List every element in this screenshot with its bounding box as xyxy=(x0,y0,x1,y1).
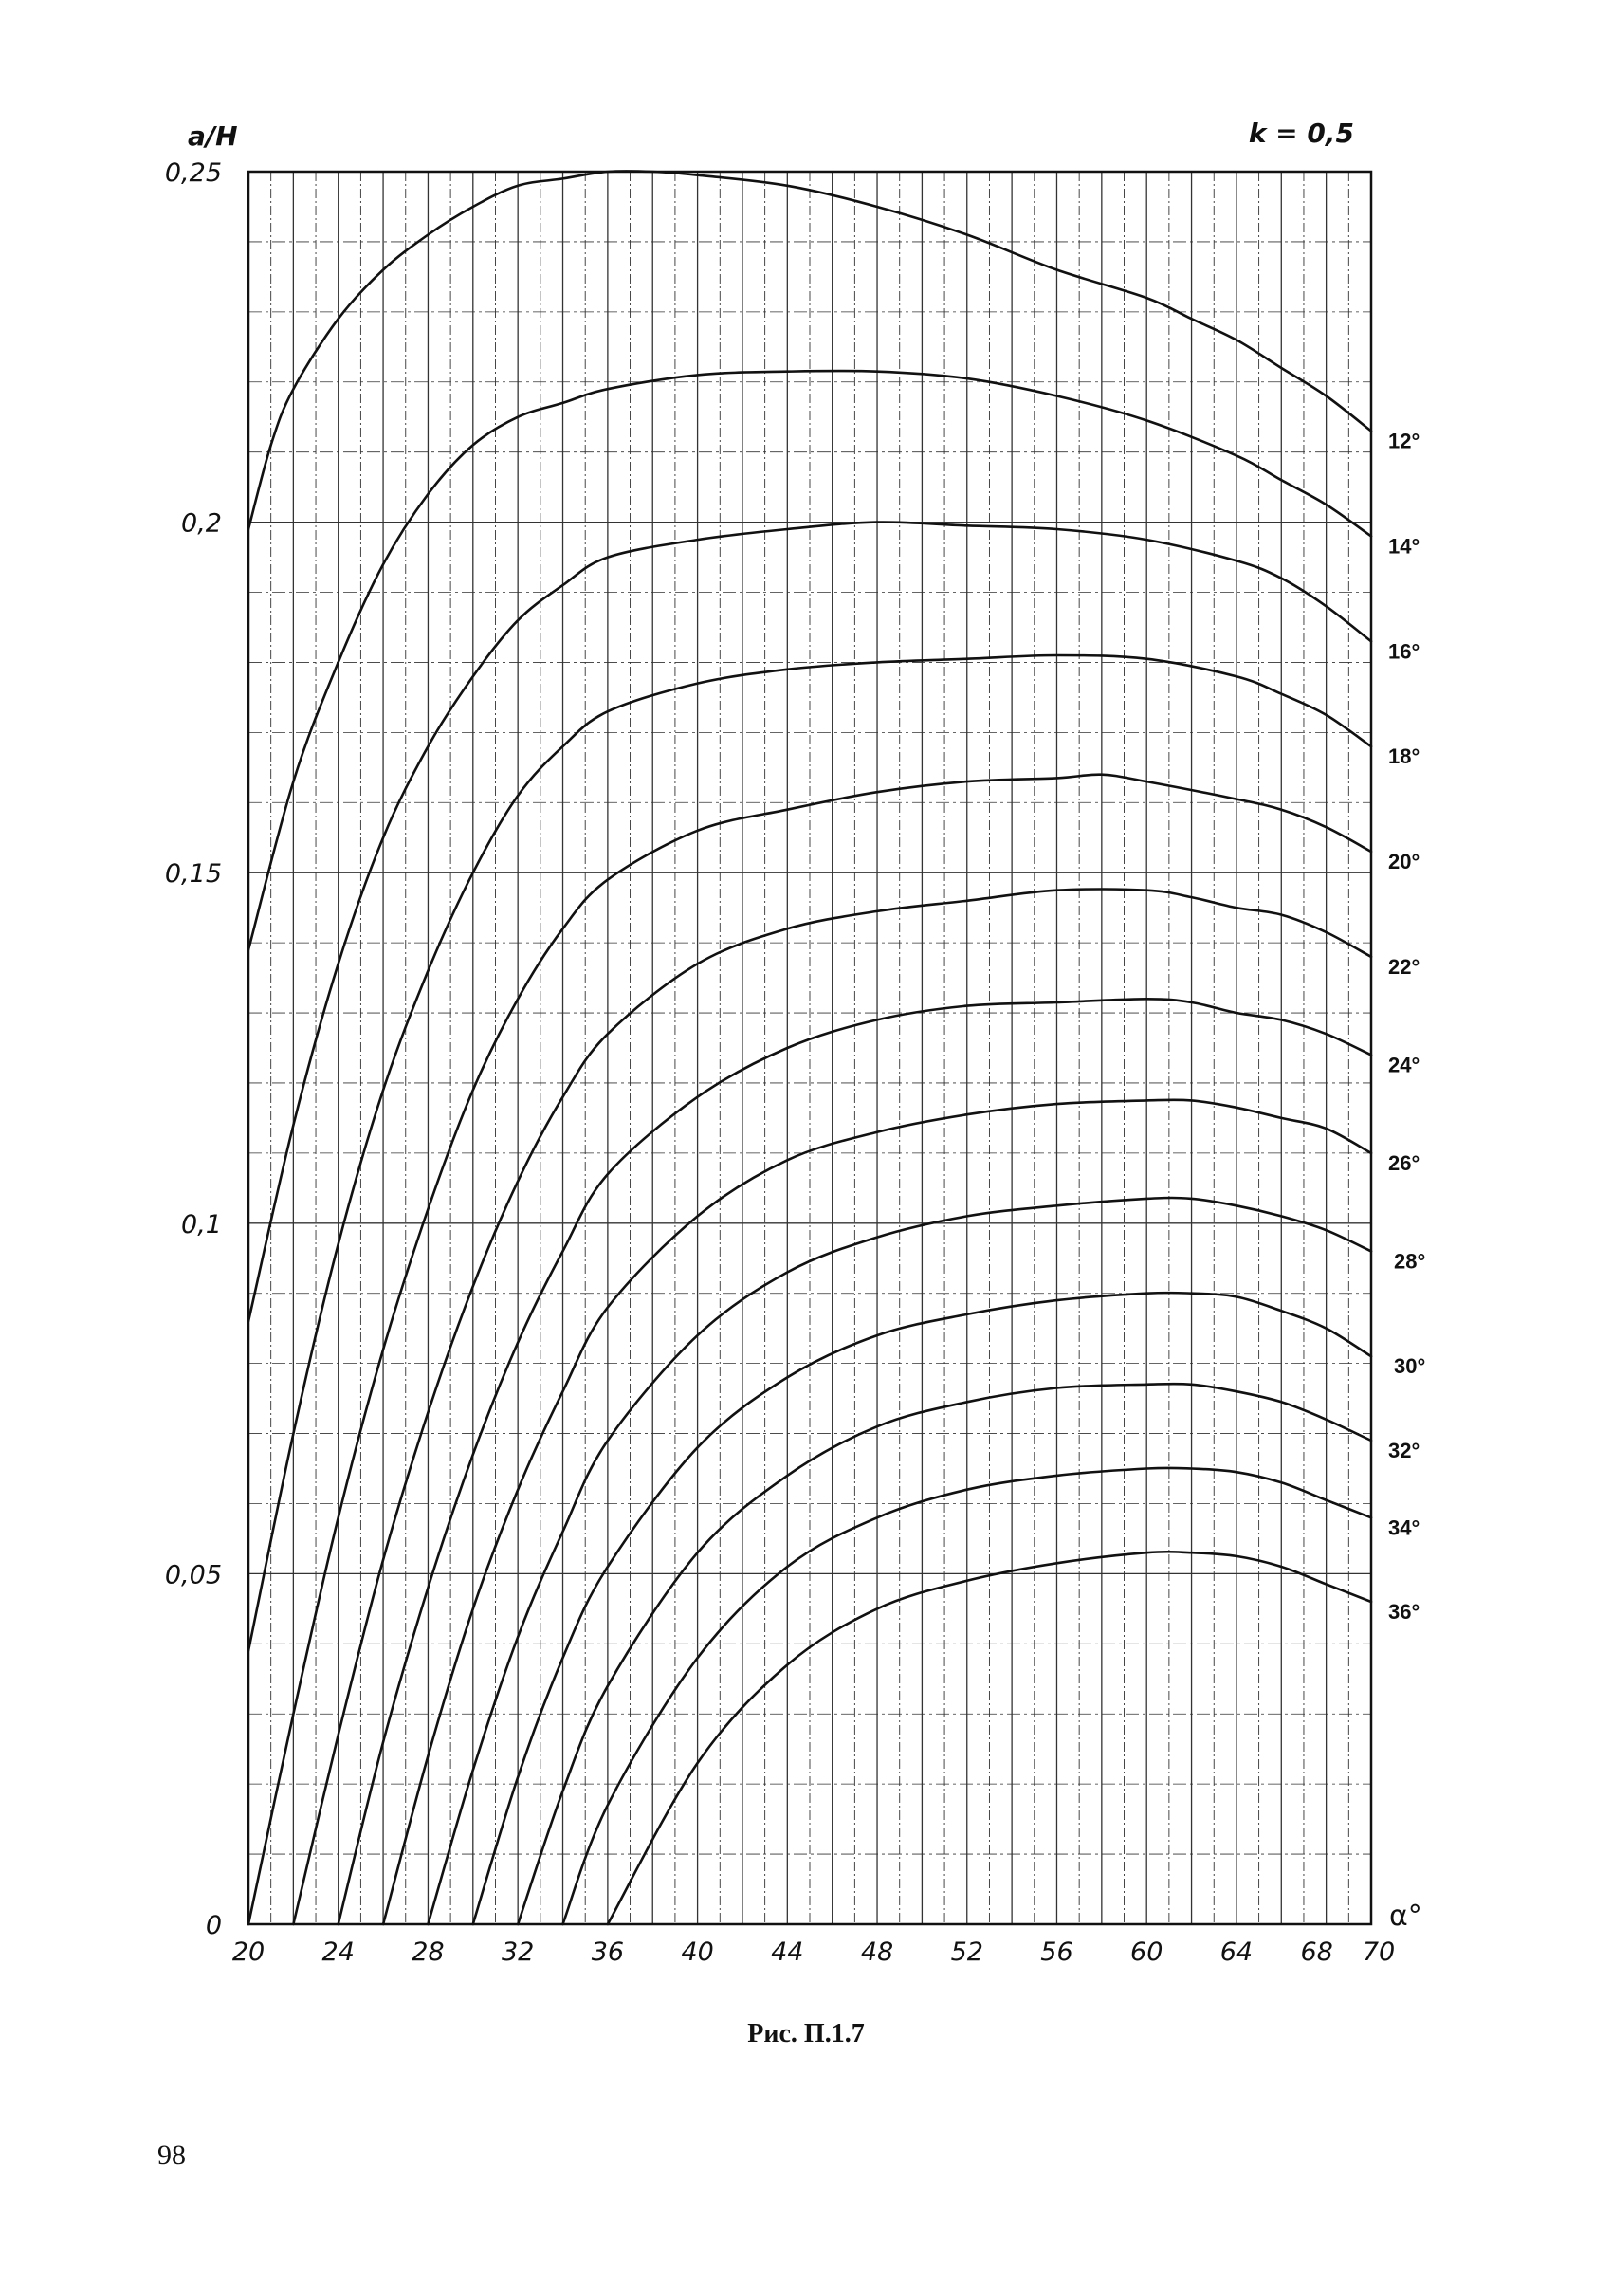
x-tick-label: 20 xyxy=(231,1938,266,1967)
x-axis-label: α° xyxy=(1389,1900,1422,1933)
series-label: 34° xyxy=(1388,1515,1420,1540)
page-number: 98 xyxy=(157,2140,186,2171)
series-label: 24° xyxy=(1388,1053,1420,1077)
series-label: 26° xyxy=(1388,1150,1420,1175)
x-tick-label: 24 xyxy=(321,1938,355,1967)
x-tick-label: 40 xyxy=(681,1938,714,1967)
series-label: 22° xyxy=(1388,954,1420,979)
series-label: 36° xyxy=(1388,1599,1420,1624)
series-label: 12° xyxy=(1388,429,1420,453)
x-tick-label: 56 xyxy=(1040,1938,1073,1967)
x-tick-label: 64 xyxy=(1219,1938,1254,1967)
x-tick-label: 44 xyxy=(771,1938,804,1967)
parameter-label: k = 0,5 xyxy=(1248,118,1354,149)
series-label: 14° xyxy=(1388,534,1420,559)
series-label: 18° xyxy=(1388,744,1420,769)
x-tick-label: 60 xyxy=(1130,1938,1163,1967)
figure-caption: Рис. П.1.7 xyxy=(747,2019,865,2048)
y-axis-label: a/H xyxy=(188,120,238,152)
y-tick-label: 0,25 xyxy=(164,158,222,188)
x-tick-label: 48 xyxy=(860,1938,894,1967)
tick-labels xyxy=(165,158,1395,1967)
series-label: 20° xyxy=(1388,850,1420,874)
y-tick-label: 0,1 xyxy=(181,1209,222,1240)
x-tick-label: 68 xyxy=(1300,1938,1333,1967)
series-label: 28° xyxy=(1394,1249,1426,1274)
y-tick-label: 0,05 xyxy=(164,1560,222,1590)
y-tick-label: 0,15 xyxy=(164,859,222,890)
y-tick-label: 0 xyxy=(205,1911,222,1940)
x-tick-label: 36 xyxy=(591,1938,625,1967)
series-label: 32° xyxy=(1388,1438,1420,1462)
grid xyxy=(248,172,1371,1924)
x-tick-label: 70 xyxy=(1362,1938,1396,1967)
series-label: 30° xyxy=(1394,1354,1426,1379)
series-label: 16° xyxy=(1388,639,1420,664)
x-tick-label: 52 xyxy=(950,1938,983,1967)
x-tick-label: 32 xyxy=(501,1938,535,1967)
x-tick-label: 28 xyxy=(412,1938,445,1967)
y-tick-label: 0,2 xyxy=(181,508,222,539)
series-labels xyxy=(1388,430,1425,1624)
